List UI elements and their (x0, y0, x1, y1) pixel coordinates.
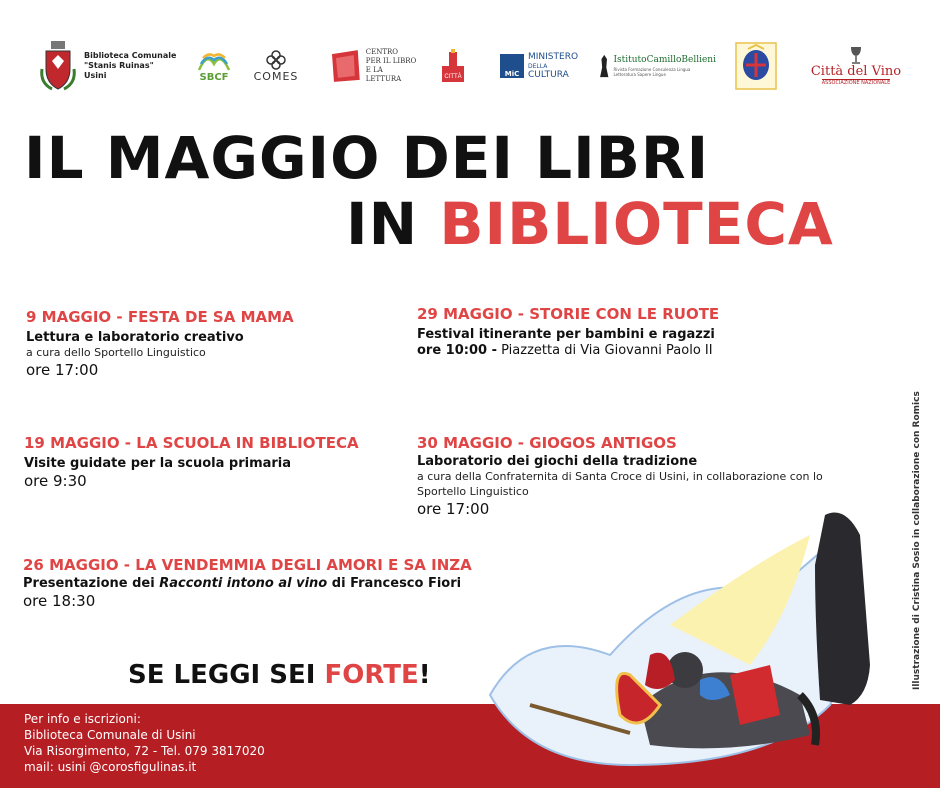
usini-library-logo (38, 38, 178, 94)
event-time: ore 18:30 (23, 592, 96, 610)
cepell-line2: PER IL LIBRO (365, 57, 417, 65)
contact-line3: Via Risorgimento, 72 - Tel. 079 3817020 (24, 744, 265, 758)
mic-line1: MINISTERO (528, 51, 579, 62)
contact-line4: mail: usini @corosfigulinas.it (24, 760, 197, 774)
cepell-line1: CENTRO (365, 48, 399, 56)
istituto-bellieni-logo (598, 38, 716, 94)
library-name-line1: Biblioteca Comunale (84, 51, 177, 60)
citta-vino-sub: ASSOCIAZIONE NAZIONALE (821, 80, 891, 86)
slogan-pre: SE LEGGI SEI (128, 660, 325, 690)
crest-icon (734, 41, 778, 91)
book-icon (330, 48, 362, 84)
event-subtitle: Laboratorio dei giochi della tradizione (417, 454, 698, 469)
event-location: Piazzetta di Via Giovanni Paolo II (497, 343, 713, 358)
waves-icon (197, 50, 231, 72)
event-time-bold: ore 10:00 - (417, 343, 497, 358)
event-9-maggio (26, 308, 294, 379)
event-19-maggio (24, 434, 359, 490)
contact-line2: Biblioteca Comunale di Usini (24, 728, 196, 742)
knot-icon (266, 50, 286, 70)
coat-of-arms-icon (38, 39, 78, 93)
event-time: ore 9:30 (24, 472, 87, 490)
event-note-line1: a cura della Confraternita di Santa Croce di Usini, in collaborazione con lo (417, 470, 823, 483)
sbcf-label: SBCF (199, 71, 229, 83)
mic-line3: CULTURA (528, 69, 569, 80)
event-note: a cura dello Sportello Linguistico (26, 346, 206, 359)
citta-del-vino-logo (810, 38, 902, 94)
mic-line2: DELLA (528, 62, 548, 70)
slogan-post: ! (418, 660, 431, 690)
event-subtitle: Festival itinerante per bambini e ragazzi (417, 327, 715, 342)
event-26-maggio (23, 556, 472, 610)
istituto-label: IstitutoCamilloBellieni (613, 55, 716, 65)
event-subtitle: Lettura e laboratorio creativo (26, 330, 244, 345)
event-subtitle-pre: Presentazione dei (23, 576, 160, 591)
event-heading: 30 MAGGIO - GIOGOS ANTIGOS (417, 434, 677, 452)
event-time: ore 17:00 (26, 361, 99, 379)
mic-badge: MiC (500, 54, 524, 78)
partner-logos (38, 38, 908, 94)
contact-info (24, 711, 265, 775)
citta-che-legge-logo (438, 38, 474, 94)
building-icon (438, 48, 468, 84)
event-note-line2: Sportello Linguistico (417, 485, 529, 498)
event-29-maggio (417, 305, 719, 358)
event-subtitle (23, 576, 472, 591)
cepell-logo (330, 38, 420, 94)
headline-line2-prefix: IN (346, 190, 440, 258)
event-heading: 19 MAGGIO - LA SCUOLA IN BIBLIOTECA (24, 434, 359, 452)
event-heading: 26 MAGGIO - LA VENDEMMIA DEGLI AMORI E SA INZA (23, 556, 472, 574)
wine-glass-icon (849, 46, 863, 64)
headline-highlight: BIBLIOTECA (439, 190, 834, 258)
citta-badge-text: CITTÀ (444, 74, 462, 80)
knight-leg-armor (815, 513, 870, 706)
comes-label: COMES (253, 69, 299, 83)
crest-logo (734, 38, 778, 94)
sbcf-logo (194, 38, 234, 94)
ministero-cultura-logo (500, 38, 586, 94)
slogan (128, 660, 431, 690)
contact-line1: Per info e iscrizioni: (24, 712, 141, 726)
library-name-line2: "Stanis Ruinas" (84, 61, 154, 70)
headline-line2 (346, 190, 834, 258)
event-heading: 9 MAGGIO - FESTA DE SA MAMA (26, 308, 294, 326)
event-subtitle: Visite guidate per la scuola primaria (24, 456, 292, 471)
nuraghe-figure-icon (598, 48, 610, 84)
library-name-line3: Usini (84, 71, 107, 80)
comes-logo (246, 38, 306, 94)
illustration-credit: Illustrazione di Cristina Sosio in collaborazione con Romics (912, 391, 922, 690)
book-title: Racconti intono al vino (159, 576, 328, 591)
event-time: ore 17:00 (417, 500, 490, 518)
event-time (417, 343, 719, 358)
headline-line1: IL MAGGIO DEI LIBRI (24, 124, 710, 192)
slogan-highlight: FORTE (324, 660, 419, 690)
knight-reading-illustration (470, 505, 890, 788)
istituto-sub: Rivista Formazione Consulenza Lingua Letteratura Sapere Lingue (613, 67, 691, 77)
event-heading: 29 MAGGIO - STORIE CON LE RUOTE (417, 305, 720, 323)
cepell-line3: E LA LETTURA (365, 66, 402, 83)
event-subtitle-post: di Francesco Fiori (327, 576, 462, 591)
citta-vino-label: Città del Vino (810, 64, 902, 79)
